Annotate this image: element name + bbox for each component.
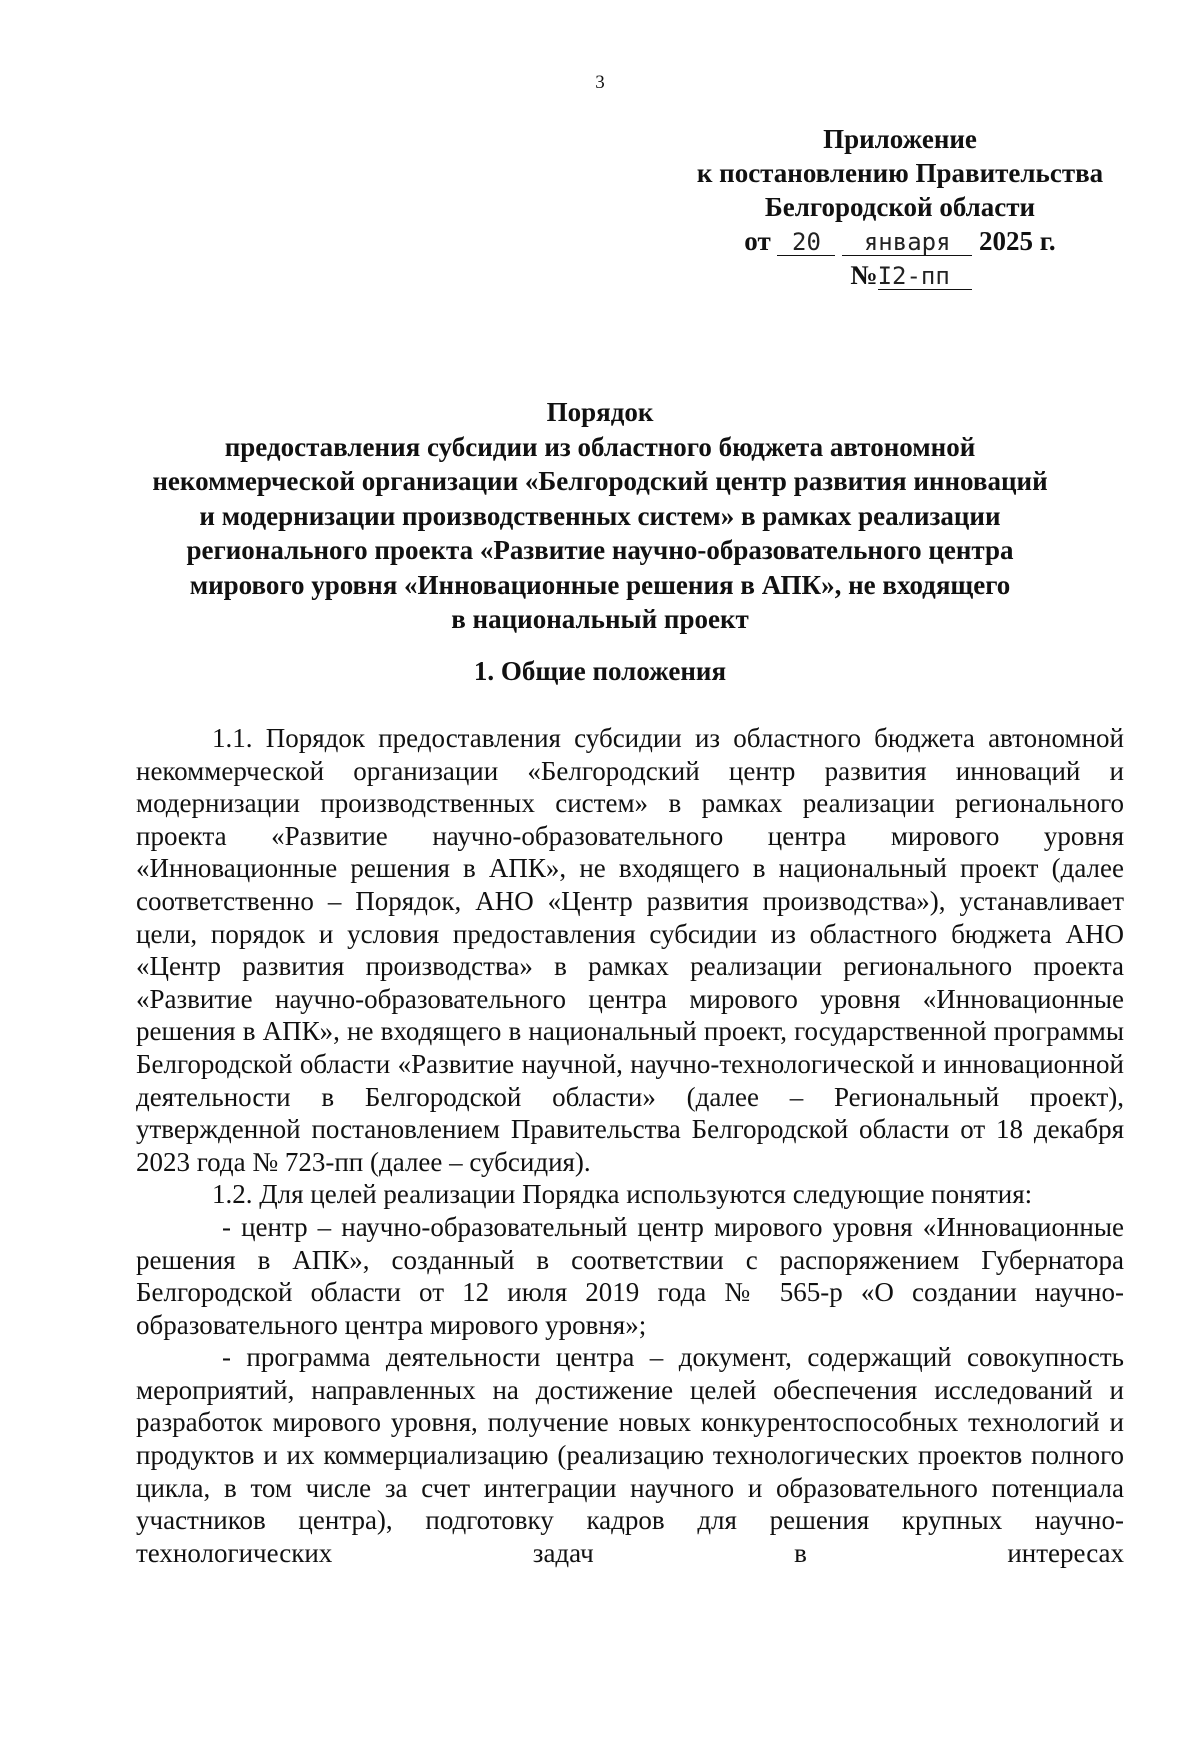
date-month: января [842,229,972,256]
title-line: предоставления субсидии из областного бюджета автономной [224,431,976,462]
appendix-header [660,122,1140,292]
definition-center: - центр – научно-образовательный центр мирового уровня «Инновационные решения в АПК», созданный в соответствии с распоряжением Губернатора Белгородской области от 12 июля 2019 года № 565-р «О создании научно-образовательного центра мирового уровня»; [136,1211,1124,1340]
document-title [100,395,1100,637]
date-prefix: от [744,226,771,256]
title-line: и модернизации производственных систем» в рамках реализации [199,500,1001,531]
title-line: мирового уровня «Инновационные решения в АПК», не входящего [189,569,1011,600]
document-body [136,722,1124,1569]
page-number: 3 [595,72,605,93]
number-prefix: № [850,260,878,290]
title-line: регионального проекта «Развитие научно-образовательного центра [186,535,1014,565]
title-line: Порядок [546,397,654,427]
title-line: некоммерческой организации «Белгородский центр развития инноваций [152,466,1048,496]
paragraph-1-2: 1.2. Для целей реализации Порядка используются следующие понятия: [212,1179,1033,1210]
appendix-resolution: к постановлению Правительства [696,158,1104,188]
number-value: I2-пп [878,263,972,290]
appendix-date [660,224,1140,258]
definition-program: - программа деятельности центра – документ, содержащий совокупность мероприятий, направленных на достижение целей обеспечения исследований и разработок мирового уровня, получение новых конкурентоспособных технологий и продуктов и их коммерциализацию (реализацию технологических проектов полного цикла, в том числе за счет интеграции научного и образовательного потенциала участников центра), подготовку кадров для решения крупных научно-технологических задач в интересах [136,1342,1124,1568]
appendix-number [682,258,1140,292]
section-heading: 1. Общие положения [473,656,727,686]
appendix-region: Белгородской области [764,192,1036,222]
paragraph-1-1: 1.1. Порядок предоставления субсидии из областного бюджета автономной некоммерческой организации «Белгородский центр развития инноваций и модернизации производственных систем» в рамках реализации регионального проекта «Развитие научно-образовательного центра мирового уровня «Инновационные решения в АПК», не входящего в национальный проект (далее соответственно – Порядок, АНО «Центр развития производства»), устанавливает цели, порядок и условия предоставления субсидии из областного бюджета АНО «Центр развития производства» в рамках реализации регионального проекта «Развитие научно-образовательного центра мирового уровня «Инновационные решения в АПК», не входящего в национальный проект, государственной программы Белгородской области «Развитие научной, научно-технологической и инновационной деятельности в Белгородской области» (далее – Региональный проект), утвержденной постановлением Правительства Белгородской области от 18 декабря 2023 года № 723-пп (далее – субсидия). [136,723,1124,1177]
date-year: 2025 г. [978,226,1056,256]
appendix-title: Приложение [823,124,977,154]
date-day: 20 [777,229,835,256]
title-line: в национальный проект [451,604,749,634]
